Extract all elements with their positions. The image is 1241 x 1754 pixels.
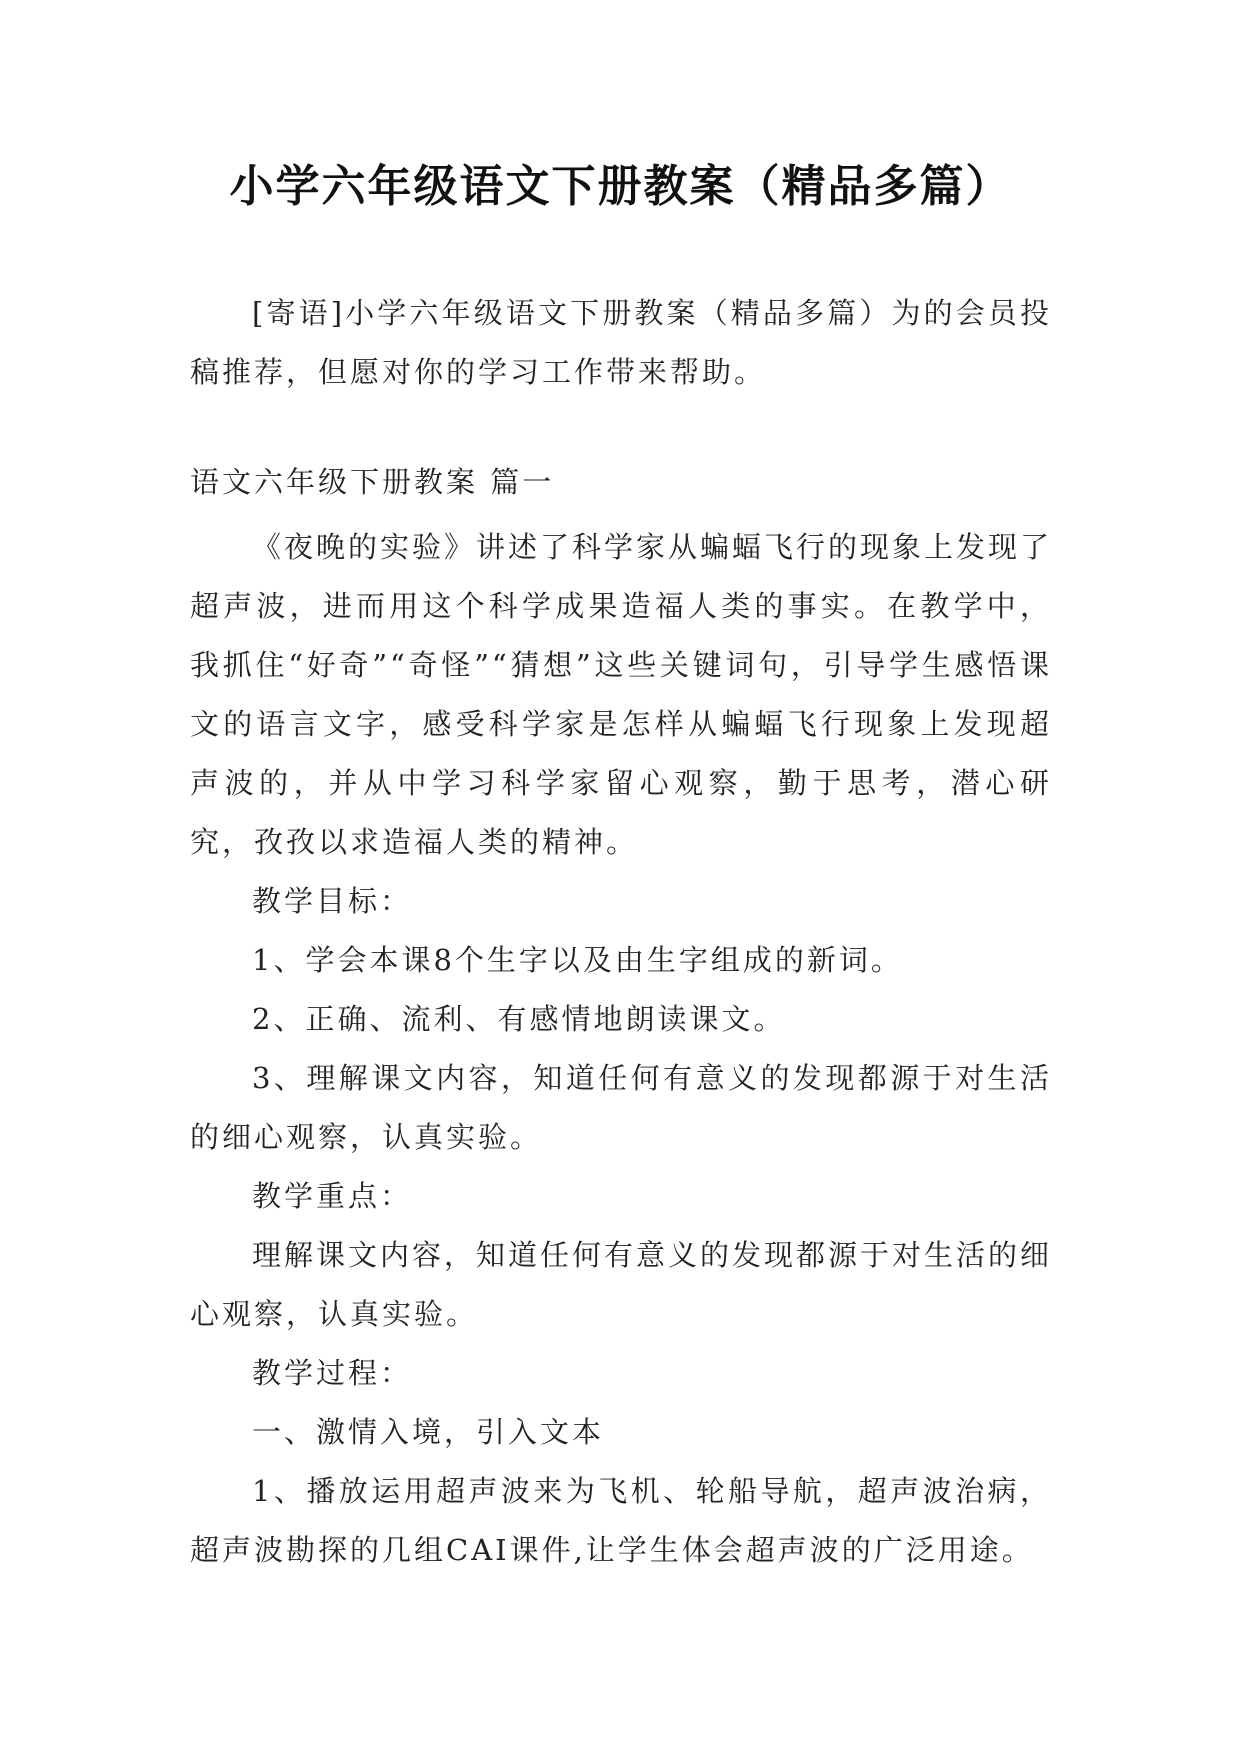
body-paragraph: 理解课文内容，知道任何有意义的发现都源于对生活的细心观察，认真实验。 [190,1238,1053,1331]
intro-paragraph: [寄语]小学六年级语文下册教案（精品多篇）为的会员投稿推荐，但愿对你的学习工作带来帮助。 [190,296,1052,389]
body-paragraph: 教学目标： [252,884,413,918]
body-paragraph: 1、学会本课8个生字以及由生字组成的新词。 [252,943,903,977]
body-paragraph: 教学过程： [252,1356,413,1390]
document-title: 小学六年级语文下册教案（精品多篇） [229,161,1012,212]
document-body [190,518,1052,1580]
body-paragraph: 1、播放运用超声波来为飞机、轮船导航，超声波治病，超声波勘探的几组CAI课件,让学生体会超声波的广泛用途。 [190,1474,1052,1567]
body-paragraph: 教学重点： [252,1179,413,1213]
body-paragraph: 《夜晚的实验》讲述了科学家从蝙蝠飞行的现象上发现了超声波，进而用这个科学成果造福人类的事实。在教学中，我抓住“好奇”“奇怪”“猜想”这些关键词句，引导学生感悟课文的语言文字，感受科学家是怎样从蝙蝠飞行现象上发现超声波的，并从中学习科学家留心观察，勤于思考，潜心研究，孜孜以求造福人类的精神。 [190,530,1053,859]
body-paragraph: 一、激情入境，引入文本 [252,1415,605,1449]
body-paragraph: 2、正确、流利、有感情地朗读课文。 [252,1002,786,1036]
section-heading: 语文六年级下册教案 篇一 [190,465,555,499]
body-paragraph: 3、理解课文内容，知道任何有意义的发现都源于对生活的细心观察，认真实验。 [190,1061,1052,1154]
